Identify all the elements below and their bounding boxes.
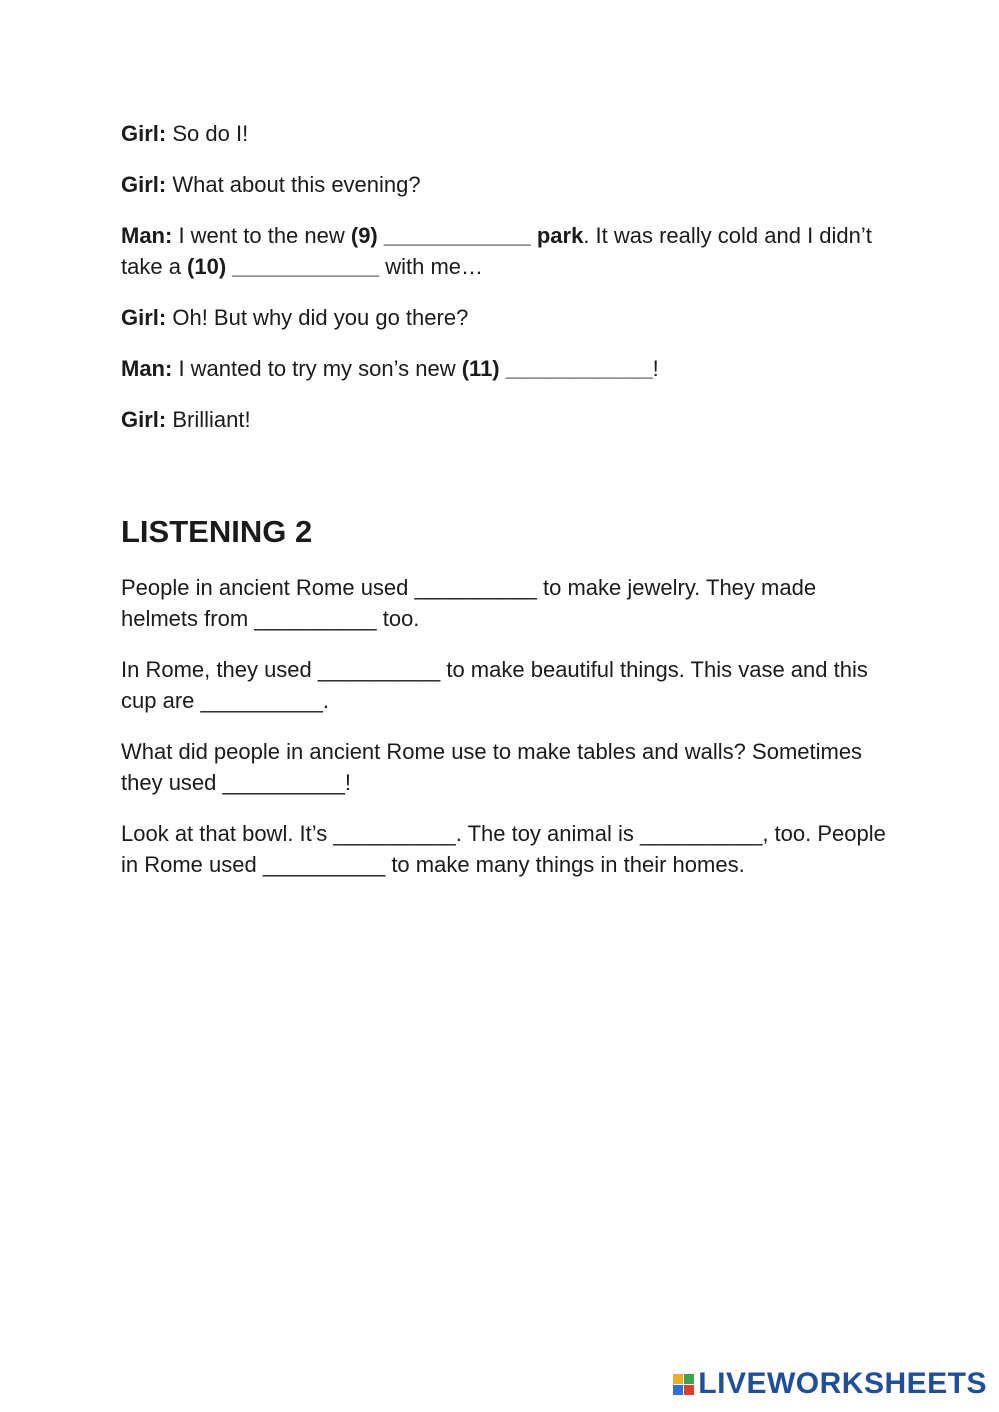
logo-square <box>684 1385 694 1395</box>
speaker-label: Girl: <box>121 305 167 330</box>
dialogue-text: What about this evening? <box>166 172 421 197</box>
dialogue-text: ! <box>652 356 659 381</box>
listening2-paragraph-2: In Rome, they used __________ to make beautiful things. This vase and this cup are __________. <box>121 657 868 713</box>
listening2-paragraph-3: What did people in ancient Rome use to make tables and walls? Sometimes they used __________! <box>121 739 863 795</box>
logo-icon <box>673 1374 694 1395</box>
section-heading: LISTENING 2 <box>121 514 313 549</box>
logo-square <box>673 1385 683 1395</box>
listening2-paragraph-4: Look at that bowl. It’s __________. The toy animal is __________, too. People in Rome used __________ to make many things in their homes. <box>121 821 886 877</box>
dialogue-line-2 <box>121 169 891 200</box>
dialogue-line-5 <box>121 353 891 384</box>
dialogue-text: Brilliant! <box>166 407 251 432</box>
speaker-label: Man: <box>121 356 173 381</box>
speaker-label: Girl: <box>121 407 167 432</box>
dialogue-text: I wanted to try my son’s new <box>172 356 462 381</box>
speaker-label: Girl: <box>121 121 167 146</box>
logo-square <box>684 1374 694 1384</box>
dialogue-text: I went to the new <box>172 223 351 248</box>
logo-text: LIVEWORKSHEETS <box>698 1367 987 1400</box>
speaker-label: Man: <box>121 223 173 248</box>
dialogue-text: So do I! <box>166 121 249 146</box>
blank-11[interactable]: (11) ____________ <box>461 356 653 381</box>
dialogue-text: Oh! But why did you go there? <box>166 305 469 330</box>
dialogue-text: . It was really cold and I didn’t take a <box>121 223 872 279</box>
liveworksheets-logo[interactable] <box>673 1368 987 1400</box>
speaker-label: Girl: <box>121 172 167 197</box>
park-word: park <box>536 223 584 248</box>
worksheet-page <box>121 118 891 900</box>
dialogue-text: with me… <box>379 254 484 279</box>
logo-square <box>673 1374 683 1384</box>
dialogue-line-4 <box>121 302 891 333</box>
dialogue-line-1 <box>121 118 891 149</box>
listening2-paragraph-1: People in ancient Rome used __________ to make jewelry. They made helmets from __________ too. <box>121 575 817 631</box>
blank-9[interactable]: (9) ____________ <box>350 223 531 248</box>
dialogue-line-6 <box>121 404 891 435</box>
blank-10[interactable]: (10) ____________ <box>187 254 380 279</box>
dialogue-line-3 <box>121 220 891 282</box>
